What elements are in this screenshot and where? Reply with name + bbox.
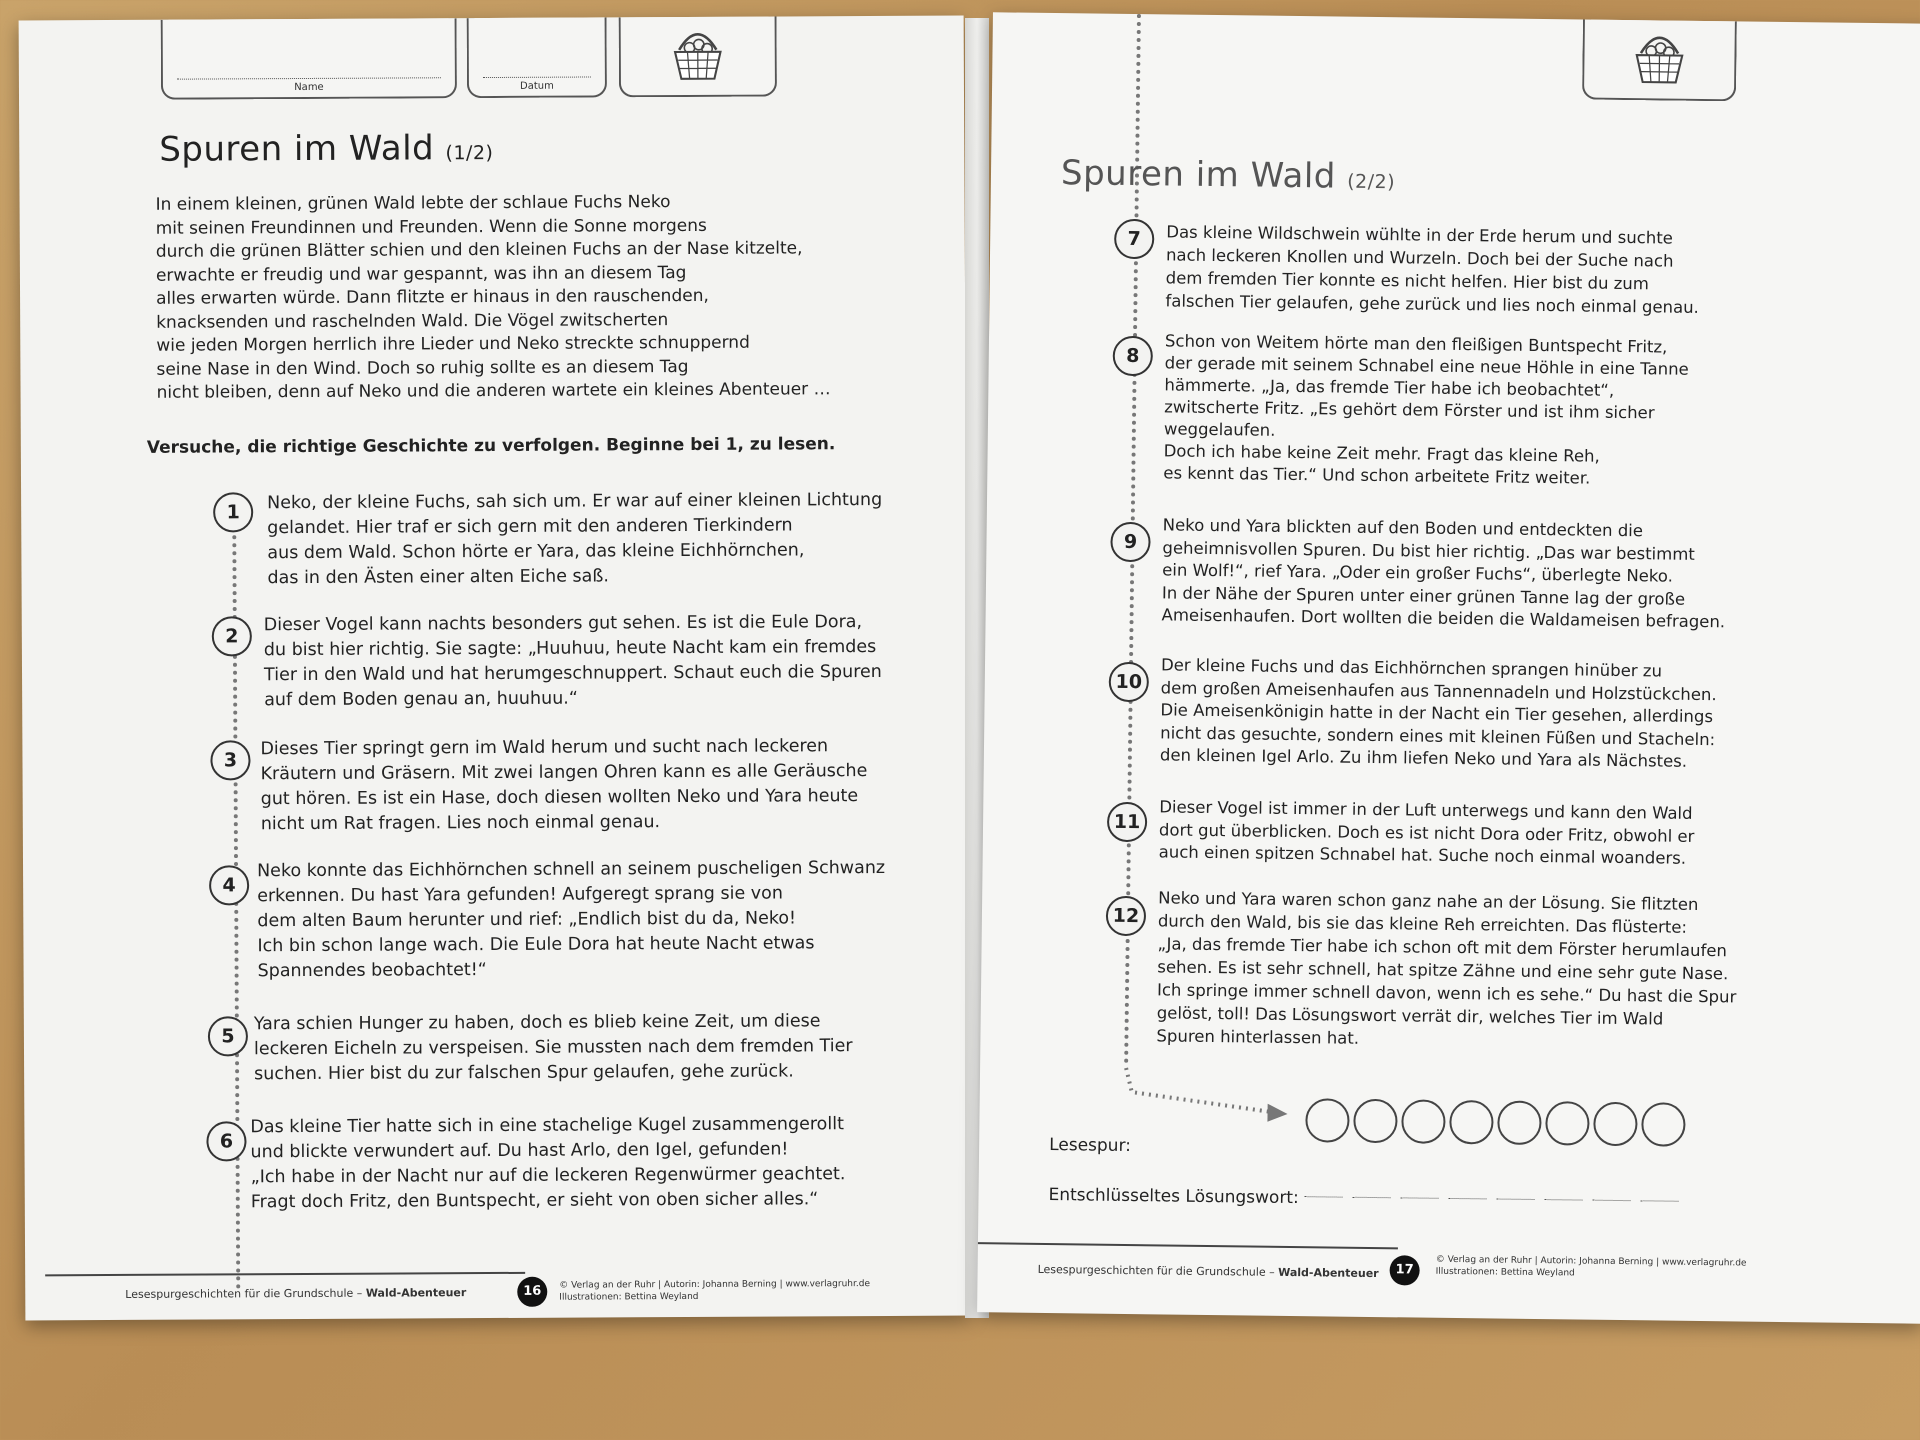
- story-step-2: [264, 610, 882, 713]
- text-line: Neko konnte das Eichhörnchen schnell an seinem puscheligen Schwanz: [257, 857, 886, 882]
- step-number-3: 3: [210, 740, 250, 780]
- intro-line: nicht bleiben, denn auf Neko und die anderen wartete ein kleines Abenteuer …: [156, 379, 831, 403]
- answer-circle[interactable]: [1401, 1099, 1446, 1144]
- lesespur-label: Lesespur:: [1049, 1135, 1132, 1157]
- footer-credits: [559, 1278, 870, 1304]
- text-line: Dieses Tier springt gern im Wald herum und sucht nach leckeren: [260, 736, 829, 760]
- text-line: Ameisenhaufen. Dort wollten die beiden die Waldameisen befragen.: [1161, 605, 1726, 632]
- text-line: Neko, der kleine Fuchs, sah sich um. Er war auf einer kleinen Lichtung: [267, 489, 883, 514]
- text-line: du bist hier richtig. Sie sagte: „Huuhuu, heute Nacht kam ein fremdes: [263, 637, 877, 661]
- copyright-line: © Verlag an der Ruhr | Autorin: Johanna Berning | www.verlagruhr.de: [1435, 1254, 1747, 1269]
- copyright-line: © Verlag an der Ruhr | Autorin: Johanna Berning | www.verlagruhr.de: [559, 1279, 871, 1291]
- story-step-1: [267, 488, 883, 591]
- basket-icon: [1628, 26, 1691, 89]
- book-title: Wald-Abenteuer: [365, 1286, 467, 1300]
- name-line: [177, 77, 441, 79]
- step-number-12: 12: [1106, 896, 1146, 936]
- answer-circle[interactable]: [1593, 1102, 1638, 1147]
- footer-series: [1038, 1263, 1379, 1280]
- intro-line: durch die grünen Blätter schien und den kleinen Fuchs an der Nase kitzelte,: [155, 238, 803, 262]
- title-text: Spuren im Wald: [1060, 153, 1337, 197]
- series-title: Lesespurgeschichten für die Grundschule –: [1037, 1262, 1279, 1279]
- right-page: [977, 12, 1920, 1323]
- page-number-17: 17: [1389, 1255, 1419, 1285]
- text-line: „Ja, das fremde Tier habe ich schon oft mit dem Förster herumlaufen: [1157, 934, 1728, 961]
- text-line: Neko und Yara waren schon ganz nahe an der Lösung. Sie flitzten: [1158, 888, 1699, 914]
- intro-paragraph: [156, 190, 831, 405]
- text-line: Ich bin schon lange wach. Die Eule Dora hat heute Nacht etwas: [257, 933, 815, 957]
- solution-blank[interactable]: [1305, 1196, 1343, 1197]
- text-line: suchen. Hier bist du zur falschen Spur gelaufen, gehe zurück.: [254, 1061, 794, 1085]
- intro-line: mit seinen Freundinnen und Freunden. Wenn die Sonne morgens: [155, 215, 707, 239]
- text-line: Das kleine Wildschwein wühlte in der Erde herum und suchte: [1166, 222, 1674, 248]
- date-line: [483, 76, 591, 78]
- story-step-10: [1160, 654, 1717, 773]
- text-line: gelandet. Hier traf er sich gern mit den anderen Tierkindern: [267, 515, 793, 539]
- text-line: weggelaufen.: [1163, 419, 1276, 440]
- footer-rule: [45, 1272, 525, 1277]
- page-title-left: [159, 128, 493, 170]
- series-title: Lesespurgeschichten für die Grundschule –: [125, 1286, 366, 1301]
- step-number-5: 5: [208, 1016, 248, 1056]
- text-line: Dieser Vogel ist immer in der Luft unterwegs und kann den Wald: [1159, 797, 1693, 823]
- story-step-9: [1161, 514, 1726, 633]
- page-title-right: [1061, 153, 1396, 197]
- text-line: dem großen Ameisenhaufen aus Tannennadeln und Holzstückchen.: [1160, 677, 1717, 704]
- intro-line: seine Nase in den Wind. Doch so ruhig sollte es an diesem Tag: [156, 356, 689, 380]
- page-number-16: 16: [517, 1277, 547, 1307]
- title-part: (1/2): [445, 141, 494, 165]
- text-line: leckeren Eicheln zu verspeisen. Sie mussten nach dem fremden Tier: [253, 1036, 853, 1060]
- answer-circles: [993, 12, 1920, 24]
- text-line: auch einen spitzen Schnabel hat. Suche noch einmal woanders.: [1158, 842, 1687, 868]
- text-line: Fragt doch Fritz, den Buntspecht, er sieht von oben sicher alles.“: [250, 1189, 819, 1213]
- text-line: Kräutern und Gräsern. Mit zwei langen Ohren kann es alle Geräusche: [260, 761, 868, 785]
- answer-circle[interactable]: [1449, 1100, 1494, 1145]
- book-title: Wald-Abenteuer: [1278, 1265, 1379, 1281]
- answer-circle[interactable]: [1305, 1098, 1350, 1143]
- title-part: (2/2): [1347, 170, 1396, 194]
- text-line: aus dem Wald. Schon hörte er Yara, das kleine Eichhörnchen,: [267, 540, 805, 564]
- intro-line: alles erwarten würde. Dann flitzte er hinaus in den rauschenden,: [156, 285, 709, 309]
- illustration-box: [619, 17, 777, 98]
- footer-rule: [978, 1242, 1398, 1249]
- step-number-1: 1: [213, 492, 253, 532]
- text-line: gelöst, toll! Das Lösungswort verrät dir, welches Tier im Wald: [1156, 1003, 1664, 1029]
- step-number-4: 4: [209, 865, 249, 905]
- solution-blank[interactable]: [1640, 1200, 1678, 1201]
- text-line: zwitscherte Fritz. „Es gehört dem Förster und ist ihm sicher: [1164, 397, 1655, 423]
- left-page: [19, 16, 971, 1321]
- text-line: ein Wolf!“, rief Yara. „Oder ein großer Fuchs“, überlegte Neko.: [1162, 560, 1674, 586]
- text-line: dem alten Baum herunter und rief: „Endlich bist du da, Neko!: [257, 908, 797, 932]
- step-number-9: 9: [1110, 522, 1150, 562]
- text-line: falschen Tier gelaufen, gehe zurück und lies noch einmal genau.: [1165, 291, 1699, 317]
- text-line: Die Ameisenkönigin hatte in der Nacht ein Tier gesehen, allerdings: [1160, 700, 1714, 727]
- illustrator-line: Illustrationen: Bettina Weyland: [559, 1291, 699, 1303]
- basket-icon: [667, 23, 729, 85]
- text-line: nicht das gesuchte, sondern eines mit kleinen Füßen und Stacheln:: [1160, 722, 1716, 749]
- text-line: dem fremden Tier konnte es nicht helfen. Hier bist du zum: [1165, 268, 1650, 294]
- answer-circle[interactable]: [1497, 1101, 1542, 1146]
- illustrator-line: Illustrationen: Bettina Weyland: [1435, 1266, 1575, 1279]
- answer-circle[interactable]: [1353, 1099, 1398, 1144]
- answer-circle[interactable]: [1545, 1101, 1590, 1146]
- text-line: erkennen. Du hast Yara gefunden! Aufgeregt sprang sie von: [257, 883, 783, 907]
- title-text: Spuren im Wald: [159, 128, 435, 170]
- solution-blank[interactable]: [1497, 1199, 1535, 1200]
- text-line: nach leckeren Knollen und Wurzeln. Doch bei der Suche nach: [1165, 245, 1674, 271]
- story-step-12: [1156, 886, 1737, 1054]
- text-line: In der Nähe der Spuren unter einer grünen Tanne lag der große: [1161, 582, 1686, 609]
- text-line: „Ich habe in der Nacht nur auf die leckeren Regenwürmer geachtet.: [250, 1164, 846, 1188]
- intro-line: knacksenden und raschelnden Wald. Die Vögel zwitscherten: [156, 309, 669, 333]
- text-line: Doch ich habe keine Zeit mehr. Fragt das kleine Reh,: [1163, 441, 1600, 466]
- text-line: Schon von Weitem hörte man den fleißigen Buntspecht Fritz,: [1164, 331, 1668, 357]
- text-line: den kleinen Igel Arlo. Zu ihm liefen Neko und Yara als Nächstes.: [1159, 745, 1688, 771]
- text-line: es kennt das Tier.“ Und schon arbeitete Fritz weiter.: [1163, 463, 1591, 488]
- intro-line: erwachte er freudig und war gespannt, was ihn an diesem Tag: [155, 262, 687, 286]
- step-number-6: 6: [206, 1121, 246, 1161]
- solution-blank[interactable]: [1593, 1200, 1631, 1201]
- step-number-10: 10: [1109, 662, 1149, 702]
- solution-blank[interactable]: [1545, 1199, 1583, 1200]
- solution-blank[interactable]: [1401, 1197, 1439, 1198]
- text-line: das in den Ästen einer alten Eiche saß.: [267, 566, 610, 589]
- text-line: dort gut überblicken. Doch es ist nicht Dora oder Fritz, obwohl er: [1158, 819, 1695, 846]
- intro-line: wie jeden Morgen herrlich ihre Lieder und Neko streckte schnuppernd: [156, 332, 750, 356]
- task-instruction: Versuche, die richtige Geschichte zu verfolgen. Beginne bei 1, zu lesen.: [146, 434, 836, 458]
- text-line: Tier in den Wald und hat herumgeschnuppert. Schaut euch die Spuren: [263, 661, 882, 686]
- text-line: Spannendes beobachtet!“: [257, 960, 487, 982]
- footer-credits: [1436, 1254, 1747, 1282]
- story-step-8: [1163, 330, 1689, 490]
- story-step-5: [254, 1009, 853, 1087]
- text-line: auf dem Boden genau an, huuhuu.“: [264, 688, 578, 711]
- solution-blank[interactable]: [1353, 1197, 1391, 1198]
- text-line: hämmerte. „Ja, das fremde Tier habe ich beobachtet“,: [1164, 375, 1615, 400]
- solution-blank[interactable]: [1449, 1198, 1487, 1199]
- story-step-6: [250, 1112, 845, 1215]
- date-field[interactable]: [467, 17, 607, 98]
- intro-line: In einem kleinen, grünen Wald lebte der schlaue Fuchs Neko: [155, 192, 671, 215]
- answer-circle[interactable]: [1641, 1102, 1686, 1147]
- text-line: geheimnisvollen Spuren. Du bist hier richtig. „Das war bestimmt: [1162, 537, 1695, 564]
- story-step-4: [257, 856, 886, 984]
- date-label: Datum: [520, 80, 554, 92]
- solution-blanks: [993, 12, 1920, 24]
- footer-series: [125, 1286, 466, 1301]
- solution-label: Entschlüsseltes Lösungswort:: [1048, 1185, 1299, 1209]
- text-line: der gerade mit seinem Schnabel eine neue Höhle in eine Tanne: [1164, 353, 1689, 379]
- story-step-3: [260, 734, 867, 837]
- text-line: Dieser Vogel kann nachts besonders gut sehen. Es ist die Eule Dora,: [263, 612, 863, 636]
- text-line: Ich springe immer schnell davon, wenn ich es sehe.“ Du hast die Spur: [1156, 980, 1737, 1007]
- step-number-11: 11: [1107, 802, 1147, 842]
- text-line: Der kleine Fuchs und das Eichhörnchen sprangen hinüber zu: [1160, 655, 1663, 681]
- step-number-2: 2: [212, 616, 252, 656]
- text-line: Spuren hinterlassen hat.: [1156, 1026, 1360, 1048]
- name-field[interactable]: [161, 18, 457, 100]
- text-line: gut hören. Es ist ein Hase, doch diesen wollten Neko und Yara heute: [260, 786, 859, 810]
- step-number-7: 7: [1114, 219, 1154, 259]
- text-line: Das kleine Tier hatte sich in eine stachelige Kugel zusammengerollt: [250, 1114, 844, 1138]
- text-line: Neko und Yara blickten auf den Boden und entdeckten die: [1162, 515, 1644, 541]
- name-label: Name: [294, 81, 324, 94]
- text-line: und blickte verwundert auf. Du hast Arlo, den Igel, gefunden!: [250, 1139, 789, 1163]
- text-line: Yara schien Hunger zu haben, doch es blieb keine Zeit, um diese: [253, 1011, 821, 1035]
- text-line: nicht um Rat fragen. Lies noch einmal genau.: [260, 812, 661, 835]
- text-line: durch den Wald, bis sie das kleine Reh erreichten. Das flüsterte:: [1157, 911, 1688, 937]
- story-step-11: [1159, 796, 1695, 870]
- text-line: sehen. Es ist sehr schnell, hat spitze Zähne und eine sehr gute Nase.: [1157, 957, 1729, 984]
- story-step-7: [1165, 220, 1700, 319]
- illustration-box: [1582, 19, 1737, 101]
- step-number-8: 8: [1113, 336, 1153, 376]
